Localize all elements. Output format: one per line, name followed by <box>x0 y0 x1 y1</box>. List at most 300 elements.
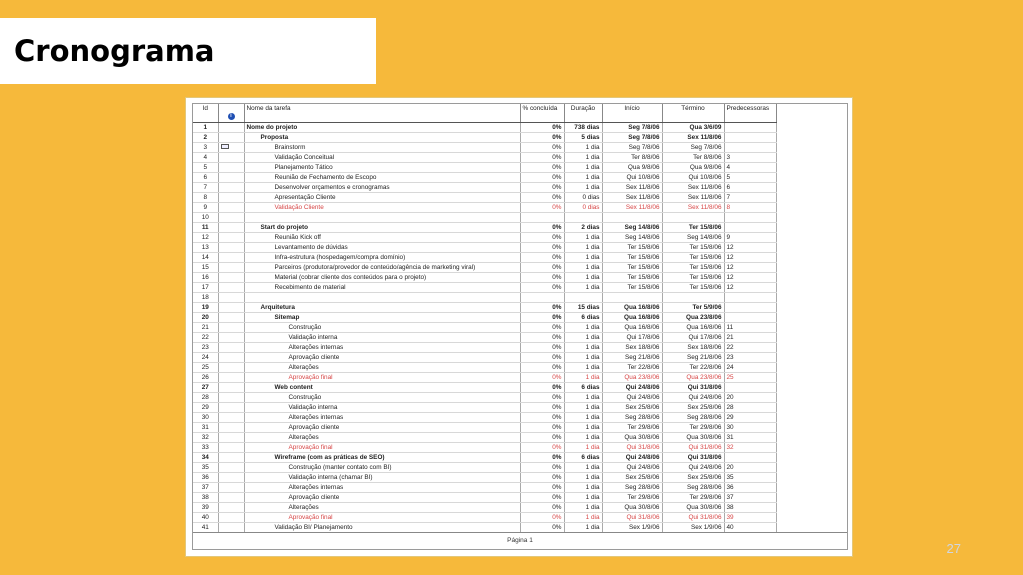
cell-predecessors: 8 <box>724 202 776 212</box>
cell-id: 9 <box>193 202 218 212</box>
table-row[interactable] <box>193 262 776 272</box>
cell-start: Ter 29/8/06 <box>602 492 662 502</box>
cell-indicator <box>218 172 244 182</box>
cell-indicator <box>218 142 244 152</box>
cell-end: Qui 24/8/06 <box>662 462 724 472</box>
cell-task-name[interactable]: Parceiros (produtora/provedor de conteúdo/agência de marketing viral) <box>244 262 520 272</box>
cell-indicator <box>218 162 244 172</box>
cell-duration: 1 dia <box>564 402 602 412</box>
cell-task-name[interactable]: Start do projeto <box>244 222 520 232</box>
header-id[interactable]: Id <box>193 104 218 122</box>
cell-end: Ter 15/8/06 <box>662 272 724 282</box>
cell-start: Qui 24/8/06 <box>602 452 662 462</box>
cell-task-name[interactable]: Alterações <box>244 502 520 512</box>
cell-task-name[interactable]: Wireframe (com as práticas de SEO) <box>244 452 520 462</box>
cell-end: Sex 11/8/06 <box>662 182 724 192</box>
cell-percent-complete: 0% <box>520 382 564 392</box>
table-row[interactable] <box>193 162 776 172</box>
cell-predecessors: 24 <box>724 362 776 372</box>
cell-end: Qua 23/8/06 <box>662 312 724 322</box>
cell-task-name[interactable]: Validação interna <box>244 402 520 412</box>
cell-id: 34 <box>193 452 218 462</box>
cell-id: 39 <box>193 502 218 512</box>
table-row[interactable] <box>193 452 776 462</box>
cell-id: 19 <box>193 302 218 312</box>
cell-percent-complete: 0% <box>520 402 564 412</box>
cell-task-name[interactable]: Reunião de Fechamento de Escopo <box>244 172 520 182</box>
cell-percent-complete: 0% <box>520 252 564 262</box>
cell-task-name[interactable]: Material (cobrar cliente dos conteúdos para o projeto) <box>244 272 520 282</box>
cell-percent-complete: 0% <box>520 232 564 242</box>
cell-start: Ter 15/8/06 <box>602 262 662 272</box>
cell-id: 18 <box>193 292 218 302</box>
cell-duration <box>564 292 602 302</box>
cell-start: Qua 30/8/06 <box>602 502 662 512</box>
table-row[interactable] <box>193 432 776 442</box>
cell-end: Ter 15/8/06 <box>662 282 724 292</box>
table-row[interactable] <box>193 442 776 452</box>
cell-start: Seg 21/8/06 <box>602 352 662 362</box>
cell-duration: 1 dia <box>564 272 602 282</box>
cell-end: Qui 10/8/06 <box>662 172 724 182</box>
cell-duration: 1 dia <box>564 502 602 512</box>
page-number: 27 <box>946 541 961 556</box>
cell-indicator <box>218 452 244 462</box>
cell-duration: 6 dias <box>564 452 602 462</box>
cell-percent-complete: 0% <box>520 162 564 172</box>
table-row[interactable] <box>193 122 776 132</box>
header-percent[interactable]: % concluída <box>520 104 564 122</box>
cell-indicator <box>218 332 244 342</box>
cell-duration: 1 dia <box>564 242 602 252</box>
cell-percent-complete: 0% <box>520 362 564 372</box>
cell-indicator <box>218 492 244 502</box>
cell-end: Ter 29/8/06 <box>662 422 724 432</box>
header-indicator[interactable] <box>218 104 244 122</box>
cell-duration: 1 dia <box>564 332 602 342</box>
cell-predecessors: 11 <box>724 322 776 332</box>
table-row[interactable] <box>193 212 776 222</box>
cell-indicator <box>218 182 244 192</box>
cell-percent-complete: 0% <box>520 512 564 522</box>
cell-indicator <box>218 512 244 522</box>
cell-start: Ter 15/8/06 <box>602 252 662 262</box>
table-row[interactable] <box>193 382 776 392</box>
cell-end: Qui 31/8/06 <box>662 442 724 452</box>
info-icon: i <box>228 113 235 120</box>
cell-start: Sex 18/8/06 <box>602 342 662 352</box>
cell-task-name[interactable]: Validação Conceitual <box>244 152 520 162</box>
table-row[interactable] <box>193 232 776 242</box>
cell-indicator <box>218 312 244 322</box>
cell-task-name[interactable]: Levantamento de dúvidas <box>244 242 520 252</box>
cell-duration: 1 dia <box>564 392 602 402</box>
cell-id: 37 <box>193 482 218 492</box>
table-row[interactable] <box>193 302 776 312</box>
table-row[interactable] <box>193 142 776 152</box>
cell-percent-complete: 0% <box>520 462 564 472</box>
cell-indicator <box>218 202 244 212</box>
cell-duration: 1 dia <box>564 182 602 192</box>
table-row[interactable] <box>193 362 776 372</box>
cell-percent-complete: 0% <box>520 282 564 292</box>
cell-start: Qui 24/8/06 <box>602 462 662 472</box>
table-row[interactable] <box>193 342 776 352</box>
cell-task-name[interactable]: Recebimento de material <box>244 282 520 292</box>
table-row[interactable] <box>193 312 776 322</box>
cell-task-name[interactable]: Planejamento Tático <box>244 162 520 172</box>
cell-task-name[interactable]: Aprovação final <box>244 512 520 522</box>
cell-duration: 2 dias <box>564 222 602 232</box>
header-end[interactable]: Término <box>662 104 724 122</box>
cell-end: Sex 11/8/06 <box>662 202 724 212</box>
cell-end: Ter 15/8/06 <box>662 262 724 272</box>
cell-percent-complete: 0% <box>520 192 564 202</box>
cell-end: Qui 31/8/06 <box>662 452 724 462</box>
cell-duration: 1 dia <box>564 282 602 292</box>
cell-percent-complete: 0% <box>520 182 564 192</box>
title-box <box>0 18 376 84</box>
cell-duration: 1 dia <box>564 172 602 182</box>
table-row[interactable] <box>193 462 776 472</box>
cell-indicator <box>218 482 244 492</box>
cell-start: Seg 7/8/06 <box>602 132 662 142</box>
cell-start: Sex 1/9/06 <box>602 522 662 532</box>
cell-id: 14 <box>193 252 218 262</box>
cell-duration: 1 dia <box>564 412 602 422</box>
cell-start: Ter 29/8/06 <box>602 422 662 432</box>
cell-start: Seg 28/8/06 <box>602 412 662 422</box>
cell-predecessors <box>724 292 776 302</box>
cell-predecessors: 7 <box>724 192 776 202</box>
cell-task-name[interactable]: Web content <box>244 382 520 392</box>
cell-end: Ter 29/8/06 <box>662 492 724 502</box>
cell-start: Ter 15/8/06 <box>602 282 662 292</box>
cell-end: Ter 15/8/06 <box>662 222 724 232</box>
cell-id: 29 <box>193 402 218 412</box>
cell-start: Qui 31/8/06 <box>602 512 662 522</box>
cell-predecessors <box>724 382 776 392</box>
cell-indicator <box>218 392 244 402</box>
table-row[interactable] <box>193 352 776 362</box>
cell-duration: 5 dias <box>564 132 602 142</box>
cell-indicator <box>218 362 244 372</box>
cell-id: 5 <box>193 162 218 172</box>
table-row[interactable] <box>193 192 776 202</box>
table-row[interactable] <box>193 132 776 142</box>
cell-task-name[interactable]: Reunião Kick off <box>244 232 520 242</box>
table-row[interactable] <box>193 182 776 192</box>
cell-end <box>662 212 724 222</box>
cell-indicator <box>218 502 244 512</box>
note-icon[interactable] <box>221 144 229 149</box>
cell-predecessors: 32 <box>724 442 776 452</box>
cell-indicator <box>218 382 244 392</box>
cell-indicator <box>218 152 244 162</box>
header-predecessors[interactable]: Predecessoras <box>724 104 776 122</box>
table-row[interactable] <box>193 522 776 532</box>
cell-indicator <box>218 372 244 382</box>
cell-percent-complete: 0% <box>520 492 564 502</box>
cell-end: Qua 16/8/06 <box>662 322 724 332</box>
cell-id: 7 <box>193 182 218 192</box>
cell-start: Seg 14/8/06 <box>602 222 662 232</box>
cell-duration: 1 dia <box>564 472 602 482</box>
table-row[interactable] <box>193 512 776 522</box>
cell-end: Sex 1/9/06 <box>662 522 724 532</box>
cell-task-name[interactable]: Construção <box>244 392 520 402</box>
gantt-table <box>193 104 777 533</box>
cell-task-name[interactable]: Alterações <box>244 432 520 442</box>
cell-percent-complete: 0% <box>520 342 564 352</box>
cell-percent-complete: 0% <box>520 522 564 532</box>
cell-start: Qui 17/8/06 <box>602 332 662 342</box>
table-row[interactable] <box>193 402 776 412</box>
slide-title: Cronograma <box>14 34 215 68</box>
table-row[interactable] <box>193 322 776 332</box>
cell-id: 27 <box>193 382 218 392</box>
cell-duration: 1 dia <box>564 522 602 532</box>
cell-end: Qui 31/8/06 <box>662 382 724 392</box>
table-row[interactable] <box>193 482 776 492</box>
cell-duration: 1 dia <box>564 142 602 152</box>
cell-task-name[interactable]: Sitemap <box>244 312 520 322</box>
table-row[interactable] <box>193 332 776 342</box>
cell-duration: 1 dia <box>564 232 602 242</box>
cell-percent-complete: 0% <box>520 422 564 432</box>
cell-task-name[interactable]: Brainstorm <box>244 142 520 152</box>
table-row[interactable] <box>193 202 776 212</box>
cell-start: Ter 8/8/06 <box>602 152 662 162</box>
cell-percent-complete: 0% <box>520 142 564 152</box>
cell-end <box>662 292 724 302</box>
cell-duration: 0 dias <box>564 192 602 202</box>
cell-id: 36 <box>193 472 218 482</box>
cell-id: 38 <box>193 492 218 502</box>
cell-predecessors <box>724 312 776 322</box>
cell-indicator <box>218 442 244 452</box>
cell-predecessors: 12 <box>724 242 776 252</box>
cell-start: Seg 7/8/06 <box>602 122 662 132</box>
table-row[interactable] <box>193 272 776 282</box>
cell-predecessors: 39 <box>724 512 776 522</box>
table-row[interactable] <box>193 242 776 252</box>
cell-task-name[interactable]: Aprovação cliente <box>244 352 520 362</box>
cell-percent-complete: 0% <box>520 322 564 332</box>
cell-indicator <box>218 272 244 282</box>
cell-end: Seg 21/8/06 <box>662 352 724 362</box>
cell-predecessors: 36 <box>724 482 776 492</box>
cell-task-name[interactable]: Desenvolver orçamentos e cronogramas <box>244 182 520 192</box>
header-duration[interactable]: Duração <box>564 104 602 122</box>
cell-id: 41 <box>193 522 218 532</box>
cell-id: 3 <box>193 142 218 152</box>
cell-task-name[interactable]: Validação interna (chamar BI) <box>244 472 520 482</box>
cell-predecessors: 38 <box>724 502 776 512</box>
cell-start: Qua 16/8/06 <box>602 322 662 332</box>
footer-divider <box>193 532 847 533</box>
cell-task-name[interactable]: Arquitetura <box>244 302 520 312</box>
cell-indicator <box>218 122 244 132</box>
cell-id: 15 <box>193 262 218 272</box>
table-row[interactable] <box>193 222 776 232</box>
cell-id: 25 <box>193 362 218 372</box>
cell-task-name[interactable]: Alterações internas <box>244 342 520 352</box>
cell-id: 30 <box>193 412 218 422</box>
cell-duration: 1 dia <box>564 492 602 502</box>
header-start[interactable]: Início <box>602 104 662 122</box>
cell-duration: 1 dia <box>564 372 602 382</box>
cell-duration: 1 dia <box>564 352 602 362</box>
cell-task-name[interactable]: Validação BI/ Planejamento <box>244 522 520 532</box>
cell-task-name[interactable]: Aprovação final <box>244 442 520 452</box>
cell-start: Sex 25/8/06 <box>602 402 662 412</box>
cell-indicator <box>218 212 244 222</box>
cell-percent-complete: 0% <box>520 302 564 312</box>
cell-task-name[interactable]: Construção (manter contato com BI) <box>244 462 520 472</box>
cell-task-name[interactable]: Apresentação Cliente <box>244 192 520 202</box>
cell-predecessors: 37 <box>724 492 776 502</box>
cell-predecessors <box>724 142 776 152</box>
cell-predecessors: 6 <box>724 182 776 192</box>
table-row[interactable] <box>193 392 776 402</box>
cell-task-name[interactable]: Infra-estrutura (hospedagem/compra domínio) <box>244 252 520 262</box>
cell-percent-complete: 0% <box>520 482 564 492</box>
cell-predecessors: 23 <box>724 352 776 362</box>
cell-end: Qua 9/8/06 <box>662 162 724 172</box>
cell-end: Ter 8/8/06 <box>662 152 724 162</box>
cell-end: Qua 23/8/06 <box>662 372 724 382</box>
cell-id: 21 <box>193 322 218 332</box>
cell-indicator <box>218 412 244 422</box>
cell-percent-complete: 0% <box>520 312 564 322</box>
cell-percent-complete: 0% <box>520 392 564 402</box>
cell-task-name[interactable]: Validação Cliente <box>244 202 520 212</box>
cell-end: Qui 31/8/06 <box>662 512 724 522</box>
cell-task-name[interactable]: Alterações <box>244 362 520 372</box>
table-row[interactable] <box>193 282 776 292</box>
table-row[interactable] <box>193 252 776 262</box>
cell-duration: 1 dia <box>564 162 602 172</box>
cell-duration: 15 dias <box>564 302 602 312</box>
cell-start: Ter 15/8/06 <box>602 242 662 252</box>
cell-predecessors: 35 <box>724 472 776 482</box>
cell-task-name[interactable]: Aprovação final <box>244 372 520 382</box>
cell-indicator <box>218 192 244 202</box>
header-task[interactable]: Nome da tarefa <box>244 104 520 122</box>
cell-task-name[interactable]: Proposta <box>244 132 520 142</box>
cell-predecessors: 21 <box>724 332 776 342</box>
cell-predecessors <box>724 222 776 232</box>
cell-end: Seg 14/8/06 <box>662 232 724 242</box>
cell-start: Qui 24/8/06 <box>602 392 662 402</box>
cell-predecessors <box>724 302 776 312</box>
cell-start: Sex 11/8/06 <box>602 182 662 192</box>
cell-indicator <box>218 342 244 352</box>
cell-percent-complete: 0% <box>520 352 564 362</box>
cell-predecessors: 12 <box>724 252 776 262</box>
cell-predecessors <box>724 122 776 132</box>
cell-start: Qua 23/8/06 <box>602 372 662 382</box>
cell-start: Ter 15/8/06 <box>602 272 662 282</box>
cell-id: 33 <box>193 442 218 452</box>
cell-percent-complete: 0% <box>520 222 564 232</box>
table-row[interactable] <box>193 372 776 382</box>
cell-duration: 6 dias <box>564 312 602 322</box>
cell-predecessors: 22 <box>724 342 776 352</box>
cell-task-name[interactable]: Aprovação cliente <box>244 422 520 432</box>
cell-indicator <box>218 472 244 482</box>
cell-task-name[interactable]: Aprovação cliente <box>244 492 520 502</box>
cell-id: 35 <box>193 462 218 472</box>
cell-duration: 738 dias <box>564 122 602 132</box>
table-row[interactable] <box>193 412 776 422</box>
cell-start: Sex 25/8/06 <box>602 472 662 482</box>
table-row[interactable] <box>193 292 776 302</box>
cell-duration: 1 dia <box>564 252 602 262</box>
cell-predecessors: 31 <box>724 432 776 442</box>
table-row[interactable] <box>193 492 776 502</box>
cell-predecessors: 30 <box>724 422 776 432</box>
cell-percent-complete: 0% <box>520 202 564 212</box>
cell-indicator <box>218 352 244 362</box>
cell-duration: 1 dia <box>564 342 602 352</box>
cell-end: Ter 15/8/06 <box>662 252 724 262</box>
cell-end: Sex 11/8/06 <box>662 192 724 202</box>
cell-start: Qua 30/8/06 <box>602 432 662 442</box>
cell-duration: 0 dias <box>564 202 602 212</box>
cell-end: Qua 30/8/06 <box>662 432 724 442</box>
cell-end: Qui 24/8/06 <box>662 392 724 402</box>
cell-duration: 6 dias <box>564 382 602 392</box>
cell-id: 16 <box>193 272 218 282</box>
cell-predecessors: 12 <box>724 262 776 272</box>
cell-id: 12 <box>193 232 218 242</box>
cell-id: 17 <box>193 282 218 292</box>
table-row[interactable] <box>193 472 776 482</box>
cell-task-name[interactable]: Alterações internas <box>244 482 520 492</box>
cell-start <box>602 292 662 302</box>
cell-id: 40 <box>193 512 218 522</box>
table-row[interactable] <box>193 152 776 162</box>
cell-task-name[interactable] <box>244 212 520 222</box>
cell-percent-complete: 0% <box>520 372 564 382</box>
cell-task-name[interactable]: Alterações internas <box>244 412 520 422</box>
cell-id: 32 <box>193 432 218 442</box>
cell-duration: 1 dia <box>564 462 602 472</box>
cell-id: 8 <box>193 192 218 202</box>
cell-predecessors: 20 <box>724 392 776 402</box>
cell-percent-complete: 0% <box>520 442 564 452</box>
cell-predecessors: 9 <box>724 232 776 242</box>
cell-predecessors <box>724 132 776 142</box>
table-row[interactable] <box>193 502 776 512</box>
cell-duration: 1 dia <box>564 322 602 332</box>
cell-end: Ter 5/9/06 <box>662 302 724 312</box>
table-row[interactable] <box>193 172 776 182</box>
cell-duration: 1 dia <box>564 262 602 272</box>
cell-task-name[interactable]: Validação interna <box>244 332 520 342</box>
cell-id: 31 <box>193 422 218 432</box>
cell-duration: 1 dia <box>564 422 602 432</box>
cell-percent-complete: 0% <box>520 152 564 162</box>
cell-task-name[interactable]: Nome do projeto <box>244 122 520 132</box>
cell-end: Qua 3/6/09 <box>662 122 724 132</box>
table-row[interactable] <box>193 422 776 432</box>
cell-task-name[interactable]: Construção <box>244 322 520 332</box>
cell-id: 11 <box>193 222 218 232</box>
cell-task-name[interactable] <box>244 292 520 302</box>
